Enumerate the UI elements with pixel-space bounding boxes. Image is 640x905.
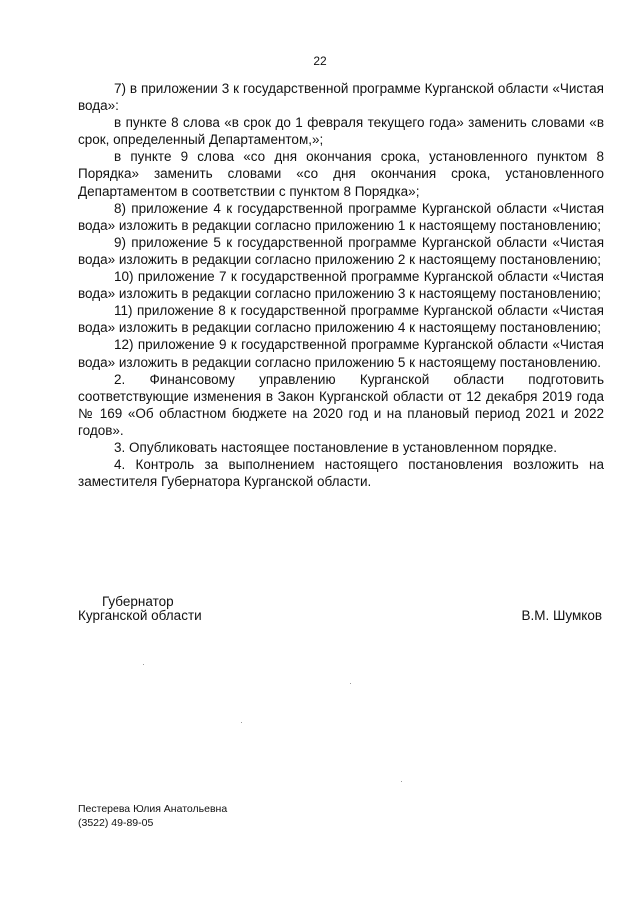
paragraph-item-7: 7) в приложении 3 к государственной программе Курганской области «Чистая вода»: <box>78 81 604 114</box>
paragraph-item-9: 9) приложение 5 к государственной программе Курганской области «Чистая вода» изложить в редакции согласно приложению 2 к настоящему постановлению; <box>78 234 604 267</box>
executor-info <box>78 802 227 830</box>
paragraph-item-12: 12) приложение 9 к государственной программе Курганской области «Чистая вода» изложить в редакции согласно приложению 5 к настоящему постановлению. <box>78 337 604 370</box>
paragraph-section-4: 4. Контроль за выполнением настоящего постановления возложить на заместителя Губернатора Курганской области. <box>78 457 604 490</box>
scan-speck <box>143 664 144 665</box>
page-number: 22 <box>313 54 327 68</box>
paragraph-item-10: 10) приложение 7 к государственной программе Курганской области «Чистая вода» изложить в редакции согласно приложению 3 к настоящему постановлению; <box>78 269 604 302</box>
paragraph-item-7-point-9: в пункте 9 слова «со дня окончания срока, установленного пунктом 8 Порядка» заменить словами «со дня окончания срока, установленного Департаментом в соответствии с пунктом 8 Порядка»; <box>78 149 604 199</box>
scan-speck <box>241 722 242 723</box>
signature-name: В.М. Шумков <box>521 608 602 623</box>
scan-speck <box>401 781 402 782</box>
document-body <box>78 80 604 490</box>
executor-phone: (3522) 49-89-05 <box>78 817 154 829</box>
paragraph-item-7-point-8: в пункте 8 слова «в срок до 1 февраля текущего года» заменить словами «в срок, определенный Департаментом,»; <box>78 115 604 148</box>
paragraph-item-11: 11) приложение 8 к государственной программе Курганской области «Чистая вода» изложить в редакции согласно приложению 4 к настоящему постановлению; <box>78 303 604 336</box>
paragraph-section-2: 2. Финансовому управлению Курганской области подготовить соответствующие изменения в Закон Курганской области от 12 декабря 2019 года № 169 «Об областном бюджете на 2020 год и на плановый период 2021 и 2022 годов». <box>78 371 604 438</box>
signature-region: Курганской области <box>78 608 202 623</box>
paragraph-item-8: 8) приложение 4 к государственной программе Курганской области «Чистая вода» изложить в редакции согласно приложению 1 к настоящему постановлению; <box>78 200 604 233</box>
scan-speck <box>350 683 351 684</box>
executor-name: Пестерева Юлия Анатольевна <box>78 803 228 815</box>
paragraph-section-3: 3. Опубликовать настоящее постановление в установленном порядке. <box>114 439 558 455</box>
signature-title: Губернатор <box>102 594 174 609</box>
